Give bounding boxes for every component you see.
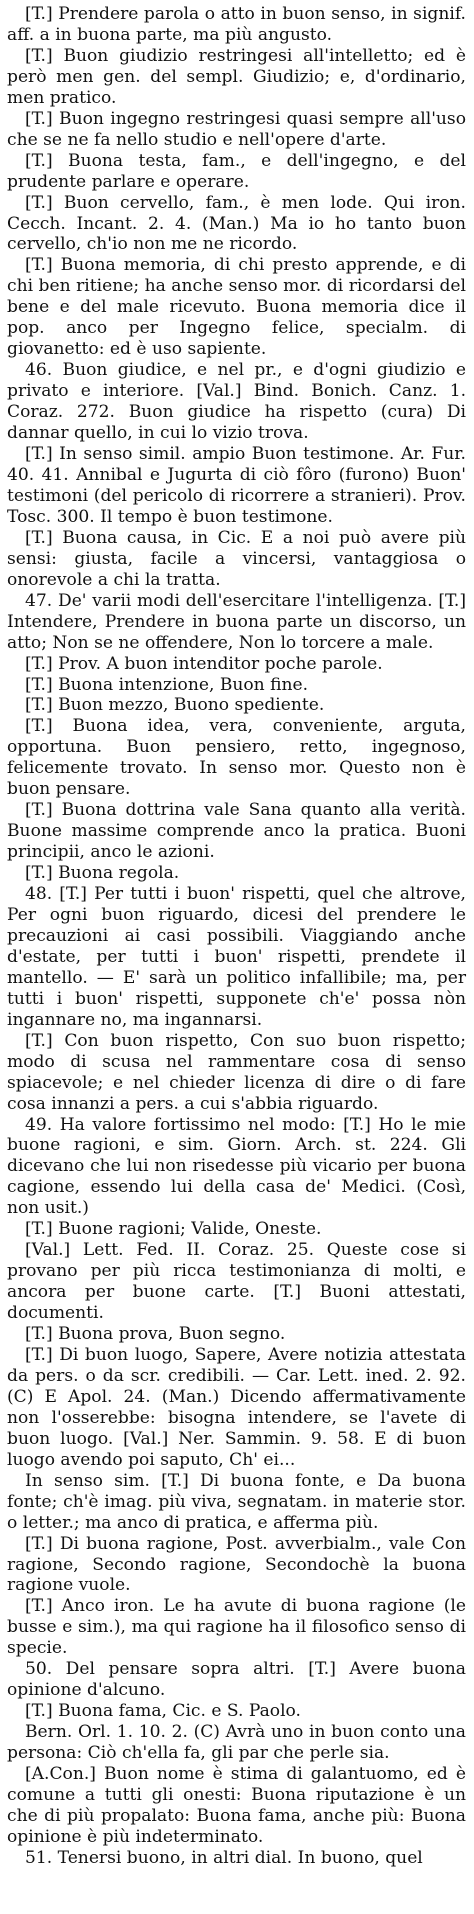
- entry-paragraph: [T.] Buon mezzo, Buono spediente.: [25, 695, 325, 716]
- entry-paragraph: [T.] Buona idea, vera, conveniente, arguta, opportuna. Buon pensiero, retto, ingegnoso, felicemente trovato. In senso mor. Questo non è buon pensare.: [7, 716, 466, 800]
- entry-paragraph: [T.] Prov. A buon intenditor poche parole.: [25, 653, 383, 674]
- entry-paragraph: [T.] Buona dottrina vale Sana quanto alla verità. Buone massime comprende anco la pratica. Buoni principii, anco le azioni.: [7, 800, 466, 863]
- entry-paragraph: [T.] Buona causa, in Cic. E a noi può avere più sensi: giusta, facile a vincersi, vantaggiosa o onorevole a chi la tratta.: [7, 527, 466, 590]
- entry-paragraph: [T.] Buona intenzione, Buon fine.: [25, 674, 309, 695]
- entry-paragraph: In senso sim. [T.] Di buona fonte, e Da buona fonte; ch'è imag. più viva, segnatam. in materie stor. o letter.; ma anco di pratica, e afferma più.: [7, 1470, 466, 1533]
- entry-paragraph: [T.] Buon giudizio restringesi all'intelletto; ed è però men gen. del sempl. Giudizio; e, d'ordinario, men pratico.: [7, 45, 466, 108]
- entry-paragraph: [T.] Di buon luogo, Sapere, Avere notizia attestata da pers. o da scr. credibili. — Car. Lett. ined. 2. 92. (C) E Apol. 24. (Man.) Dicendo affermativamente non l'osserebbe: bisogna intendere, se l'avete di buon luogo. [Val.] Ner. Sammin. 9. 58. E di buon luogo avendo poi saputo, Ch' ei...: [7, 1345, 466, 1470]
- entry-paragraph: [T.] Buon cervello, fam., è men lode. Qui iron. Cecch. Incant. 2. 4. (Man.) Ma io ho tanto buon cervello, ch'io non me ne ricordo.: [7, 192, 466, 255]
- numbered-section-51: 51. Tenersi buono, in altri dial. In buono, quel: [25, 1847, 423, 1868]
- entry-paragraph: [T.] Buona prova, Buon segno.: [25, 1324, 286, 1345]
- numbered-section-47: 47. De' varii modi dell'esercitare l'intelligenza. [T.] Intendere, Prendere in buona parte un discorso, un atto; Non se ne offendere, Non lo torcere a male.: [7, 590, 466, 653]
- entry-paragraph: [T.] Buona regola.: [25, 863, 180, 884]
- entry-paragraph: [Val.] Lett. Fed. II. Coraz. 25. Queste cose si provano per più ricca testimonianza di molti, e ancora per buone carte. [T.] Buoni attestati, documenti.: [7, 1240, 466, 1324]
- entry-paragraph: [T.] Con buon rispetto, Con suo buon rispetto; modo di scusa nel rammentare cosa di senso spiacevole; e nel chieder licenza di dire o di fare cosa innanzi a pers. a cui s'abbia riguardo.: [7, 1030, 466, 1114]
- entry-paragraph: [T.] Buona testa, fam., e dell'ingegno, e del prudente parlare e operare.: [7, 150, 466, 192]
- entry-paragraph: [T.] Prendere parola o atto in buon senso, in signif. aff. a in buona parte, ma più angusto.: [7, 4, 466, 45]
- entry-paragraph: [T.] Buona fama, Cic. e S. Paolo.: [25, 1701, 301, 1722]
- numbered-section-48: 48. [T.] Per tutti i buon' rispetti, quel che altrove, Per ogni buon riguardo, dicesi del prendere le precauzioni ai casi possibili. Viaggiando anche d'estate, per tutti i buon' rispetti, prendete il mantello. — E' sarà un politico infallibile; ma, per tutti i buon' rispetti, supponete ch'e' possa nòn ingannare no, ma ingannarsi.: [7, 884, 466, 1030]
- entry-paragraph: [T.] Di buona ragione, Post. avverbialm., vale Con ragione, Secondo ragione, Secondochè la buona ragione vuole.: [7, 1533, 466, 1596]
- entry-paragraph: [T.] In senso simil. ampio Buon testimone. Ar. Fur. 40. 41. Annibal e Jugurta di ciò fôro (furono) Buon' testimoni (del pericolo di ricorrere a stranieri). Prov. Tosc. 300. Il tempo è buon testimone.: [7, 444, 466, 527]
- entry-paragraph: [T.] Anco iron. Le ha avute di buona ragione (le busse e sim.), ma qui ragione ha il filosofico senso di specie.: [7, 1596, 466, 1659]
- entry-paragraph: [T.] Buon ingegno restringesi quasi sempre all'uso che se ne fa nello studio e nell'opere d'arte.: [7, 108, 466, 150]
- numbered-section-50: 50. Del pensare sopra altri. [T.] Avere buona opinione d'alcuno.: [7, 1659, 466, 1701]
- entry-paragraph: [T.] Buone ragioni; Valide, Oneste.: [25, 1219, 322, 1240]
- entry-paragraph: [T.] Buona memoria, di chi presto apprende, e di chi ben ritiene; ha anche senso mor. di ricordarsi del bene e del male ricevuto. Buona memoria dice il pop. anco per Ingegno felice, specialm. di giovanetto: ed è uso sapiente.: [7, 255, 466, 360]
- entry-paragraph: [A.Con.] Buon nome è stima di galantuomo, ed è comune a tutti gli onesti: Buona riputazione è un che di più propalato: Buona fama, anche più: Buona opinione è più indeterminato.: [7, 1764, 466, 1847]
- numbered-section-46: 46. Buon giudice, e nel pr., e d'ogni giudizio e privato e interiore. [Val.] Bind. Bonich. Canz. 1. Coraz. 272. Buon giudice ha rispetto (cura) Di dannar quello, in cui lo vizio trova.: [7, 360, 466, 444]
- numbered-section-49: 49. Ha valore fortissimo nel modo: [T.] Ho le mie buone ragioni, e sim. Giorn. Arch. st. 224. Gli dicevano che lui non risedesse più vicario per buona cagione, essendo lui della casa de' Medici. (Così, non usit.): [7, 1114, 466, 1219]
- entry-paragraph: Bern. Orl. 1. 10. 2. (C) Avrà uno in buon conto una persona: Ciò ch'ella fa, gli par che perle sia.: [7, 1722, 466, 1764]
